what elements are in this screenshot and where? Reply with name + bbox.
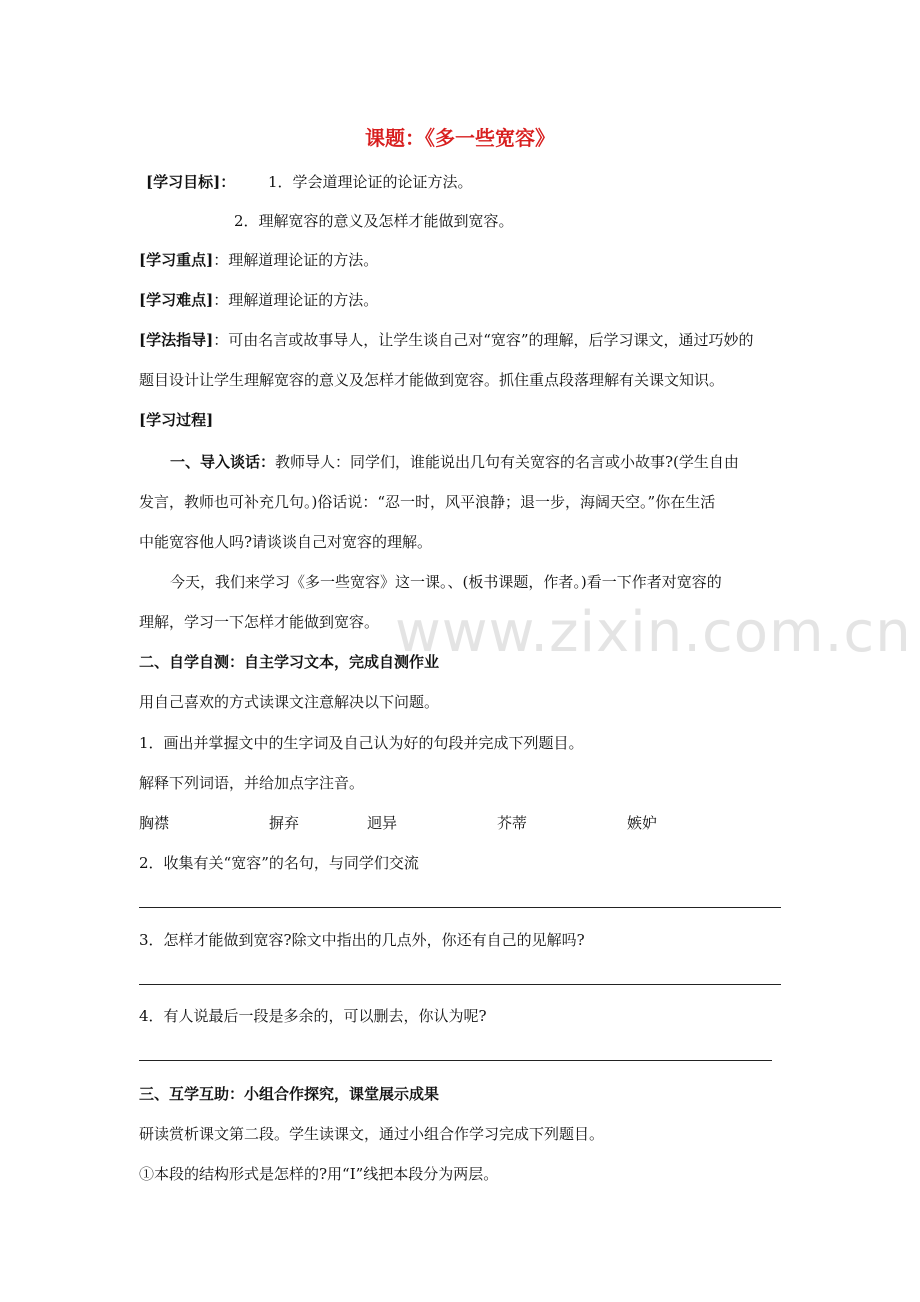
difficulty-label: [学习难点]: [139, 291, 214, 309]
vocab-word: 摒弃: [269, 814, 300, 832]
vocab-word: 迥异: [367, 814, 398, 832]
key-point-text: ：理解道理论证的方法。: [213, 251, 379, 269]
answer-line-q2: [139, 907, 781, 908]
section3-question-1: ①本段的结构形式是怎样的?用“I”线把本段分为两层。: [139, 1165, 499, 1183]
intro-line-5: 理解，学习一下怎样才能做到宽容。: [139, 613, 380, 631]
intro-line-2: 发言，教师也可补充几句。)俗话说：“忍一时，风平浪静；退一步，海阔天空。”你在生活: [139, 493, 716, 511]
intro-label: 一、导入谈话：: [170, 453, 276, 471]
question-1-sub: 解释下列词语，并给加点字注音。: [139, 774, 365, 792]
question-4: 4．有人说最后一段是多余的，可以删去，你认为呢?: [139, 1007, 487, 1025]
section3-intro: 研读赏析课文第二段。学生读课文，通过小组合作学习完成下列题目。: [139, 1125, 605, 1143]
section2-heading: 二、自学自测：自主学习文本，完成自测作业: [139, 653, 440, 671]
vocab-word: 嫉妒: [627, 814, 658, 832]
objective-item-2: 2．理解宽容的意义及怎样才能做到宽容。: [234, 212, 514, 230]
answer-line-q3: [139, 984, 781, 985]
watermark: www.zixin.com.cn: [395, 600, 912, 665]
objectives-label: [学习目标]：: [146, 173, 236, 191]
intro-line-4: 今天，我们来学习《多一些宽容》这一课。、(板书课题，作者。)看一下作者对宽容的: [170, 573, 722, 591]
objective-item-1: 1．学会道理论证的论证方法。: [268, 173, 473, 191]
intro-line-1: [170, 452, 739, 472]
vocab-word: 芥蒂: [497, 814, 528, 832]
intro-text-1: 教师导人：同学们，谁能说出几句有关宽容的名言或小故事?(学生自由: [275, 453, 739, 471]
difficulty: [139, 290, 378, 310]
document-title: 课题：《多一些宽容》: [365, 126, 555, 150]
method-line-2: 题目设计让学生理解宽容的意义及怎样才能做到宽容。抓住重点段落理解有关课文知识。: [139, 371, 725, 389]
answer-line-q4: [139, 1060, 772, 1061]
key-point-label: [学习重点]: [139, 251, 214, 269]
difficulty-text: ：理解道理论证的方法。: [213, 291, 379, 309]
method-label: [学法指导]: [139, 331, 214, 349]
section2-instruction: 用自己喜欢的方式读课文注意解决以下问题。: [139, 693, 440, 711]
question-3: 3．怎样才能做到宽容?除文中指出的几点外，你还有自己的见解吗?: [139, 931, 585, 949]
key-point: [139, 250, 378, 270]
intro-line-3: 中能宽容他人吗?请谈谈自己对宽容的理解。: [139, 533, 433, 551]
question-1: 1．画出并掌握文中的生字词及自己认为好的句段并完成下列题目。: [139, 734, 584, 752]
method-text-1: ：可由名言或故事导人，让学生谈自己对“宽容”的理解，后学习课文，通过巧妙的: [213, 331, 754, 349]
section3-heading: 三、互学互助：小组合作探究，课堂展示成果: [139, 1085, 440, 1103]
process-label: [学习过程]: [139, 411, 214, 429]
method-line-1: [139, 330, 754, 350]
question-2: 2．收集有关“宽容”的名句，与同学们交流: [139, 854, 419, 872]
vocab-word: 胸襟: [139, 814, 170, 832]
